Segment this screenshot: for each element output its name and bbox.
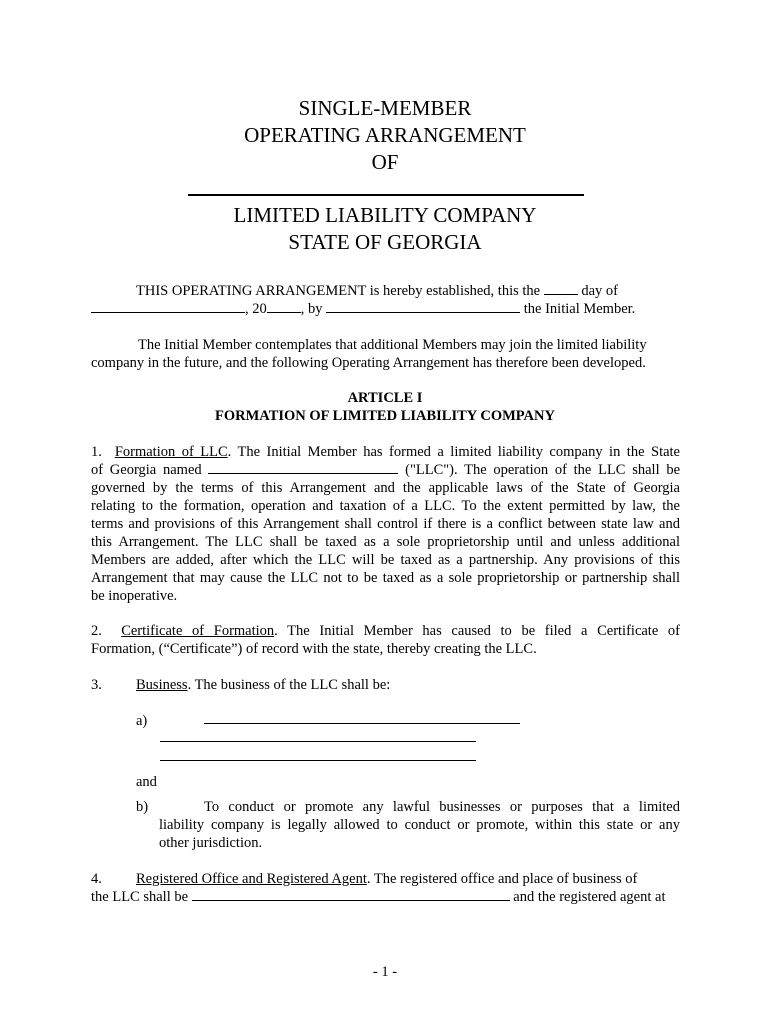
section-title: Registered Office and Registered Agent [136,871,367,887]
sec4-line-2 [91,888,665,906]
intro-text: day of [581,283,618,299]
page-number: - 1 - [372,964,398,980]
sec1-line-6: this Arrangement. The LLC shall be taxed as a sole proprietorship until and unless additional [91,534,680,550]
business-blank-2 [160,741,476,742]
year-blank [267,300,301,313]
title-line-2: OPERATING ARRANGEMENT [244,123,526,147]
intro-line-2 [91,300,635,318]
sec3-b-label: b) [136,799,149,815]
section-text: . The registered office and place of business of [366,871,638,887]
month-blank [91,300,245,313]
sec3-b-line-2: liability company is legally allowed to conduct or promote, within this state or any [159,817,680,833]
sec1-line-1 [91,443,680,461]
intro-p2-line-1: The Initial Member contemplates that additional Members may join the limited liability [138,337,647,353]
sec3-a-label: a) [136,713,148,729]
intro-p2-line-2: company in the future, and the following Operating Arrangement has therefore been developed. [91,355,646,371]
article-subheading: FORMATION OF LIMITED LIABILITY COMPANY [215,408,555,424]
article-heading: ARTICLE I [347,390,423,406]
sec3-b-line-3: other jurisdiction. [159,835,263,851]
section-text: the LLC shall be [91,889,189,905]
sec1-line-3: governed by the terms of this Arrangement and the applicable laws of the State of Georgia [91,480,680,496]
title-line-5: STATE OF GEORGIA [288,230,482,254]
intro-line-1 [136,282,618,300]
company-name-blank [188,194,584,196]
sec2-line-1 [91,622,680,640]
intro-text: , by [300,301,323,317]
intro-text: the Initial Member. [523,301,636,317]
sec3-and: and [136,774,157,790]
intro-text: THIS OPERATING ARRANGEMENT is hereby established, this the [136,283,541,299]
section-title: Formation of LLC [114,444,228,460]
section-text: and the registered agent at [513,889,666,905]
sec1-line-5: terms and provisions of this Arrangement shall control if there is a conflict between state law and [91,516,680,532]
sec3-line-1 [136,676,390,694]
section-title: Certificate of Formation [121,623,275,639]
sec1-line-8: Arrangement that may cause the LLC not to be taxed as a sole proprietorship or partnership shall [91,570,680,586]
section-text: . The Initial Member has caused to be filed a Certificate of [274,623,681,639]
section-number: 1. [91,444,102,460]
day-blank [544,282,578,295]
sec1-line-9: be inoperative. [91,588,178,604]
section-text: ("LLC"). The operation of the LLC shall be [405,462,681,478]
section-text: of Georgia named [91,462,202,478]
business-blank-1 [204,723,520,724]
sec1-line-4: relating to the formation, operation and taxation of a LLC. To the extent permitted by law, the [91,498,680,514]
section-number: 2. [91,623,102,639]
sec4-number: 4. [91,871,102,887]
title-line-3: OF [371,150,399,174]
section-text: . The Initial Member has formed a limited liability company in the State [227,444,680,460]
sec1-line-7: Members are added, after which the LLC will be taxed as a partnership. Any provisions of this [91,552,680,568]
sec1-line-2 [91,461,680,479]
llc-name-blank [208,461,398,474]
sec3-number: 3. [91,677,102,693]
business-blank-3 [160,760,476,761]
sec2-line-2: Formation, (“Certificate”) of record with the state, thereby creating the LLC. [91,641,537,657]
registered-office-blank [192,888,510,901]
sec4-line-1 [136,870,637,888]
title-line-1: SINGLE-MEMBER [298,96,472,120]
section-title: Business [136,677,188,693]
member-name-blank [326,300,520,313]
intro-text: , 20 [245,301,267,317]
sec3-b-line-1: To conduct or promote any lawful businesses or purposes that a limited [204,799,680,815]
title-line-4: LIMITED LIABILITY COMPANY [233,203,537,227]
section-text: . The business of the LLC shall be: [187,677,391,693]
